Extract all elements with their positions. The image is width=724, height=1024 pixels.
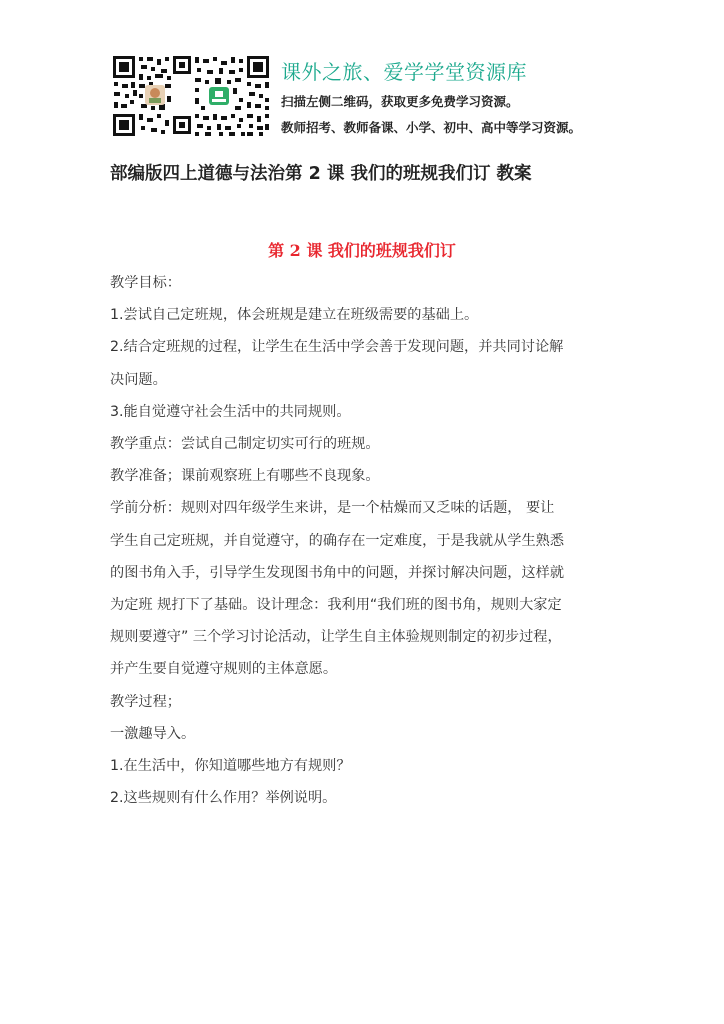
body-line: 并产生要自觉遵守规则的主体意愿。 — [110, 661, 338, 678]
body-line: 规则要遵守” 三个学习讨论活动，让学生自主体验规则制定的初步过程， — [110, 629, 562, 646]
body-line: 的图书角入手，引导学生发现图书角中的问题，并探讨解决问题，这样就 — [110, 564, 565, 581]
body-line: 教学目标： — [110, 275, 181, 291]
body-line: 教学过程； — [110, 693, 181, 710]
body-line: 学生自己定班规，并自觉遵守，的确存在一定难度，于是我就从学生熟悉 — [110, 532, 565, 549]
brand-name: 课外之旅、爱学学堂资源库 — [281, 60, 527, 84]
lesson-body — [110, 267, 630, 814]
body-line: 学前分析：规则对四年级学生来讲，是一个枯燥而又乏味的话题， 要让 — [110, 500, 555, 517]
body-line: 2.结合定班规的过程，让学生在生活中学会善于发现问题，并共同讨论解 — [110, 339, 564, 356]
body-line: 教学重点：尝试自己制定切实可行的班规。 — [110, 436, 380, 453]
body-line: 为定班 规打下了基础。设计理念：我利用“我们班的图书角，规则大家定 — [110, 597, 562, 614]
document-title: 部编版四上道德与法治第 2 课 我们的班规我们订 教案 — [110, 164, 532, 184]
lesson-title: 第 2 课 我们的班规我们订 — [268, 241, 456, 260]
scan-hint: 扫描左侧二维码，获取更多免费学习资源。 — [281, 94, 519, 109]
resource-header — [111, 54, 671, 138]
qr-code-icon[interactable] — [111, 54, 271, 138]
body-line: 一激趣导入。 — [110, 725, 196, 742]
body-line: 3.能自觉遵守社会生活中的共同规则。 — [110, 403, 351, 420]
body-line: 1.尝试自己定班规，体会班规是建立在班级需要的基础上。 — [110, 307, 479, 324]
body-line: 1.在生活中，你知道哪些地方有规则？ — [110, 758, 351, 775]
body-line: 决问题。 — [110, 371, 167, 388]
body-line: 教学准备；课前观察班上有哪些不良现象。 — [110, 468, 380, 485]
body-line: 2.这些规则有什么作用？举例说明。 — [110, 790, 337, 807]
resource-scope: 教师招考、教师备课、小学、初中、高中等学习资源。 — [281, 120, 582, 135]
